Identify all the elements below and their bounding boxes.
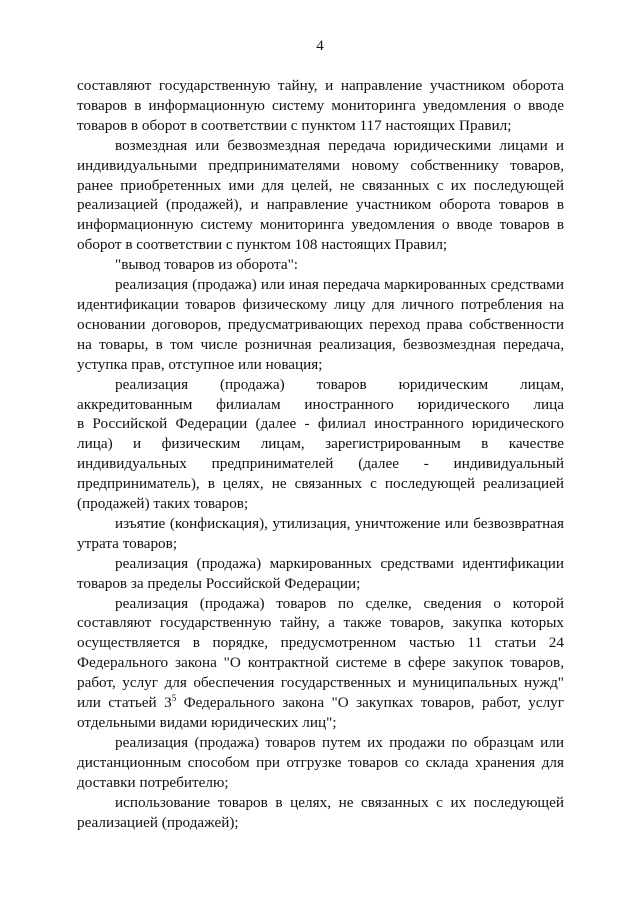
paragraph-line: реализация (продажа) товаров юридическим лицам,	[115, 375, 564, 393]
paragraph-line: осуществляется в порядке, предусмотренном частью 11 статьи 24	[77, 634, 564, 652]
paragraph: использование товаров в целях, не связанных с их последующей реализацией (продажей);	[77, 793, 564, 831]
paragraph-line: индивидуальных предпринимателей (далее - индивидуальный	[77, 455, 564, 473]
paragraph-line: в Российской Федерации (далее - филиал иностранного юридического	[77, 415, 564, 433]
text-fragment: или статьей 3	[77, 694, 172, 712]
paragraph: возмездная или безвозмездная передача юридическими лицами и индивидуальными предпринимателями новому собственнику товаров, ранее приобретенных ими для целей, не связанных с их последующей реализацией (продажей), и направление участником оборота товаров в информационную систему мониторинга уведомления о вводе товаров в оборот в соответствии с пунктом 108 настоящих Правил;	[77, 136, 564, 254]
paragraph-line-with-superscript	[77, 693, 564, 713]
text-fragment: Федерального закона "О закупках товаров, работ, услуг	[176, 694, 564, 712]
paragraph-line: отдельными видами юридических лиц";	[77, 714, 337, 731]
paragraph: изъятие (конфискация), утилизация, уничтожение или безвозвратная утрата товаров;	[77, 514, 564, 552]
paragraph: реализация (продажа) товаров путем их продажи по образцам или дистанционным способом при отгрузке товаров со склада хранения для доставки потребителю;	[77, 733, 564, 791]
paragraph-continued: составляют государственную тайну, и направление участником оборота товаров в информационную систему мониторинга уведомления о вводе товаров в оборот в соответствии с пунктом 117 настоящих Правил;	[77, 77, 564, 134]
paragraph-classified-sales	[77, 594, 564, 733]
paragraph-line: предприниматель), в целях, не связанных с последующей реализацией	[77, 475, 564, 493]
paragraph-line: реализация (продажа) товаров по сделке, сведения о которой	[115, 594, 564, 612]
paragraph-line: составляют государственную тайну, а также товаров, закупка которых	[77, 614, 564, 632]
paragraph: реализация (продажа) или иная передача маркированных средствами идентификации товаров физическому лицу для личного потребления на основании договоров, предусматривающих переход права собственности на товары, в том числе розничная реализация, безвозмездная передача, уступка прав, отступное или новация;	[77, 276, 564, 373]
definition-term: "вывод товаров из оборота":	[115, 256, 299, 274]
paragraph-line: (продажей) таких товаров;	[77, 495, 249, 513]
paragraph: реализация (продажа) маркированных средствами идентификации товаров за пределы Российской Федерации;	[77, 554, 564, 592]
paragraph-line: лица) и физическим лицам, зарегистрированным в качестве	[77, 435, 564, 453]
paragraph-sales-to-legal-entities	[77, 375, 564, 514]
page-number: 4	[316, 38, 324, 54]
paragraph-line: Федерального закона "О контрактной системе в сфере закупок товаров,	[77, 654, 564, 672]
superscript: 5	[171, 693, 177, 704]
paragraph-line: аккредитованным филиалам иностранного юридического лица	[77, 395, 564, 413]
document-body	[77, 76, 564, 832]
paragraph-line: работ, услуг для обеспечения государственных и муниципальных нужд"	[77, 674, 564, 692]
